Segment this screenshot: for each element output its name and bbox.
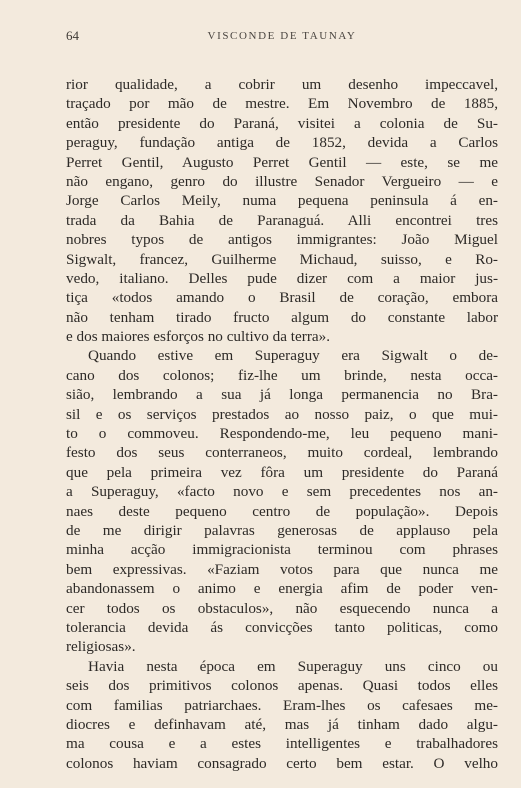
running-title: VISCONDE DE TAUNAY (207, 30, 357, 42)
text-line: não engano, genro do illustre Senador Vergueiro — e (66, 172, 498, 190)
text-line: Havia nesta época em Superaguy uns cinco ou (88, 657, 498, 675)
text-line: cer todos os obstaculos», não esquecendo nunca a (66, 599, 498, 617)
text-line: trada da Bahia de Paranaguá. Alli encontrei tres (66, 211, 498, 229)
text-line: nobres typos de antigos immigrantes: João Miguel (66, 231, 498, 249)
text-line: seis dos primitivos colonos apenas. Quasi todos elles (66, 677, 498, 695)
page-number: 64 (66, 28, 79, 43)
text-line: colonos haviam consagrado certo bem estar. O velho (66, 754, 498, 772)
text-line: to o commoveu. Respondendo-me, leu pequeno mani- (66, 425, 498, 443)
text-line: rior qualidade, a cobrir um desenho impeccavel, (66, 76, 498, 93)
text-line: a Superaguy, «facto novo e sem precedentes nos an- (66, 483, 498, 501)
text-line: que pela primeira vez fôra um presidente do Paraná (66, 463, 498, 481)
text-line: ma cousa e a estes intelligentes e trabalhadores (66, 735, 498, 753)
body-text (66, 75, 498, 773)
text-line: peraguy, fundação antiga de 1852, devida a Carlos (66, 134, 498, 152)
text-line: abandonassem o animo e energia afim de poder ven- (66, 580, 498, 598)
text-line: festo dos seus conterraneos, muito cordeal, lembrando (66, 444, 498, 462)
text-line: não tenham tirado fructo algum do constante labor (66, 308, 498, 326)
text-line: de me dirigir palavras generosas de applauso pela (66, 521, 498, 539)
page-header (66, 26, 498, 48)
text-line: bem expressivas. «Faziam votos para que nunca me (66, 560, 498, 578)
text-line: Perret Gentil, Augusto Perret Gentil — este, se me (66, 153, 498, 171)
text-line: traçado por mão de mestre. Em Novembro de 1885, (66, 95, 498, 113)
text-line: então presidente do Paraná, visitei a colonia de Su- (66, 114, 498, 132)
text-line: com familias patriarchaes. Eram-lhes os cafesaes me- (66, 696, 498, 714)
text-line: sil e os serviços prestados ao nosso paiz, o que mui- (66, 405, 498, 423)
text-line: vedo, italiano. Delles pude dizer com a maior jus- (66, 269, 498, 287)
text-line: religiosas». (66, 638, 136, 656)
text-line: diocres e definhavam até, mas já tinham dado algu- (66, 715, 498, 733)
text-line: minha acção immigracionista terminou com phrases (66, 541, 498, 559)
text-line: Jorge Carlos Meily, numa pequena peninsula á en- (66, 192, 498, 210)
text-line: e dos maiores esforços no cultivo da terra». (66, 328, 331, 346)
text-line: tolerancia devida ás convicções tanto politicas, como (66, 618, 498, 636)
text-line: cano dos colonos; fiz-lhe um brinde, nesta occa- (66, 366, 498, 384)
text-line: sião, lembrando a sua já longa permanencia no Bra- (66, 386, 498, 404)
text-line: Quando estive em Superaguy era Sigwalt o de- (88, 347, 498, 365)
text-line: tiça «todos amando o Brasil de coração, embora (66, 289, 498, 307)
text-line: naes deste pequeno centro de população». Depois (66, 502, 498, 520)
text-line: Sigwalt, francez, Guilherme Michaud, suisso, e Ro- (66, 250, 498, 268)
